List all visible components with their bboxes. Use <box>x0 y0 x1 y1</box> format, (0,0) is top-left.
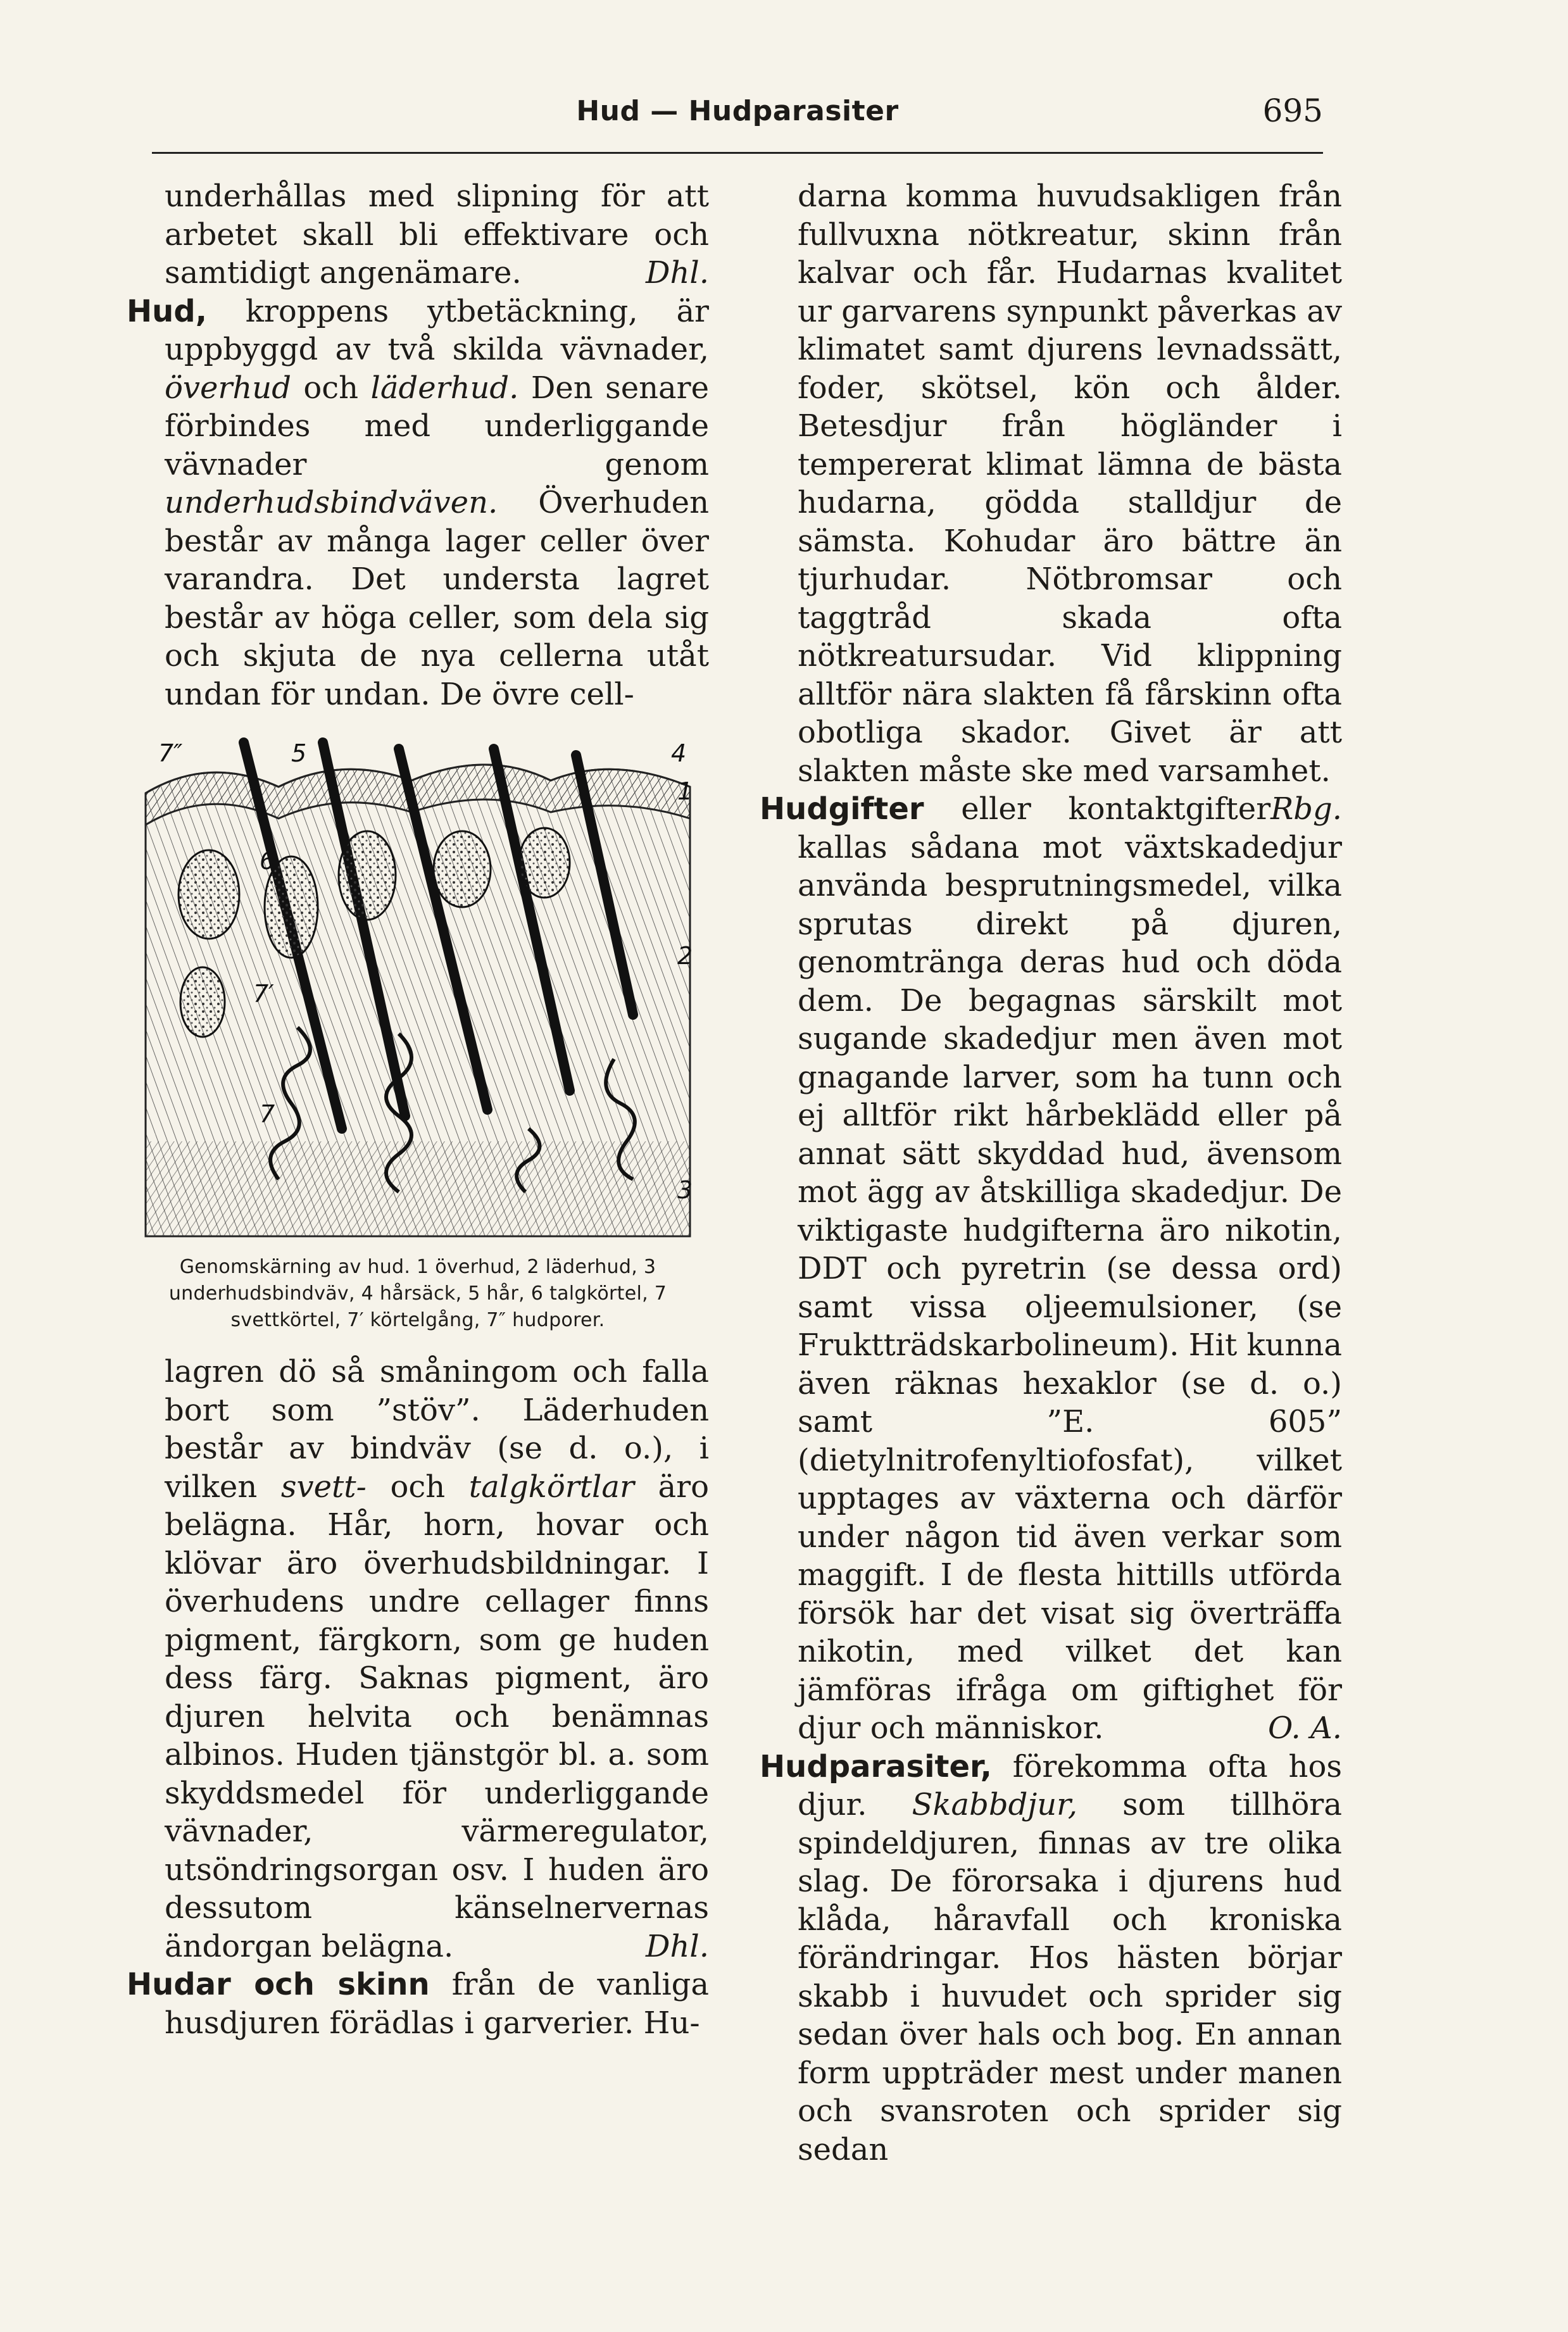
label-6: 6 <box>260 847 275 875</box>
entry-text: från de vanliga husdjuren förädlas i garverier. Hu- <box>165 1967 710 2041</box>
entry-text: Överhuden består av många lager celler över varandra. Det understa lagret består av höga celler, som dela sig och skjuta de nya cellerna utåt undan för undan. De övre cell- <box>165 485 709 712</box>
paragraph-continuation <box>127 177 709 292</box>
label-7: 7 <box>260 1100 275 1128</box>
paragraph-continuation <box>127 1353 709 1965</box>
paragraph-text: äro belägna. Hår, horn, hovar och klövar äro överhudsbildningar. I överhudens undre cellager finns pigment, färgkorn, som ge huden dess färg. Saknas pigment, äro djuren helvita och benämnas albinos. Huden tjänstgör bl. a. som skyddsmedel för underliggande vävnader, värmeregulator, utsöndringsorgan osv. I huden äro dessutom känselnervernas ändorgan belägna. <box>165 1469 709 1964</box>
skin-illustration <box>133 736 703 1249</box>
entry-headword: Hudparasiter, <box>760 1748 992 1784</box>
page-header <box>152 89 1323 133</box>
page-number: 695 <box>1262 92 1323 129</box>
label-7p: 7′ <box>253 980 274 1008</box>
label-5: 5 <box>291 739 307 767</box>
skin-cross-section-figure <box>127 736 709 1353</box>
paragraph-text: lagren dö så småningom och falla bort som ”stöv”. Läderhuden består av bindväv (se d. o.), i vilken <box>165 1354 709 1505</box>
label-2: 2 <box>677 942 693 970</box>
label-3: 3 <box>677 1176 693 1204</box>
author-signature: O. A. <box>1268 1710 1342 1746</box>
left-column <box>127 177 709 2042</box>
author-signature: Dhl. <box>645 255 709 291</box>
label-1: 1 <box>677 777 693 805</box>
author-signature: Dhl. <box>645 1928 709 1964</box>
term-italic: underhudsbindväven. <box>165 485 498 520</box>
paragraph-text: och <box>366 1469 469 1505</box>
entry-headword: Hudgifter <box>760 791 924 827</box>
label-4: 4 <box>671 739 687 767</box>
term-italic: överhud <box>165 370 291 406</box>
entry-text: förekomma ofta hos djur. <box>798 1748 1342 1822</box>
entry-hudar-och-skinn <box>127 1965 709 2042</box>
entry-text: och <box>291 370 371 406</box>
entry-text: som tillhöra spindeldjuren, finnas av tre olika slag. De förorsaka i djurens hud klåda, håravfall och kroniska förändringar. Hos hästen börjar skabb i huvudet och sprider sig sedan över hals och bog. En annan form uppträder mest under manen och svansroten och sprider sig sedan <box>798 1787 1342 2167</box>
right-column <box>760 177 1342 2169</box>
header-rule <box>152 152 1323 154</box>
entry-text: eller kontaktgifter kallas sådana mot växtskadedjur använda besprutningsmedel, vilka sprutas direkt på djuren, genomtränga deras hud och döda dem. De begagnas särskilt mot sugande skadedjur men även mot gnagande larver, som ha tunn och ej alltför rikt hårbeklädd eller på annat sätt skyddad hud, ävensom mot ägg av åtskilliga skadedjur. De viktigaste hudgifterna äro nikotin, DDT och pyretrin (se dessa ord) samt vissa oljeemulsioner, (se Fruktträdskarbolineum). Hit kunna även räknas hexaklor (se d. o.) samt ”E. 605” (dietylnitrofenyltiofosfat), vilket upptages av växterna och därför under någon tid även verkar som maggift. I de flesta hittills utförda försök har det visat sig överträffa nikotin, med vilket det kan jämföras ifråga om giftighet för djur och människor. <box>798 791 1342 1746</box>
term-italic: svett- <box>280 1469 367 1505</box>
entry-headword: Hud, <box>127 293 207 329</box>
entry-hud <box>127 292 709 714</box>
author-signature: Rbg. <box>1270 791 1342 827</box>
entry-text: kroppens ytbetäckning, är uppbyggd av två skilda vävnader, <box>165 293 709 367</box>
label-7pp: 7″ <box>158 739 183 767</box>
term-italic: talgkörtlar <box>468 1469 634 1505</box>
paragraph-text: darna komma huvudsakligen från fullvuxna nötkreatur, skinn från kalvar och får. Hudarnas kvalitet ur garvarens synpunkt påverkas av klimatet samt djurens levnadssätt, foder, skötsel, kön och ålder. Betesdjur från högländer i tempererat klimat lämna de bästa hudarna, gödda stalldjur de sämsta. Kohudar äro bättre än tjurhudar. Nötbromsar och taggtråd skada ofta nötkreatursudar. Vid klippning alltför nära slakten få fårskinn ofta obotliga skador. Givet är att slakten måste ske med varsamhet. <box>798 179 1342 789</box>
entry-text: Den senare förbindes med underliggande vävnader genom <box>165 370 709 482</box>
running-head: Hud — Hudparasiter <box>576 95 899 127</box>
term-italic: läderhud. <box>370 370 519 406</box>
entry-hudparasiter <box>760 1748 1342 2169</box>
paragraph-text: underhållas med slipning för att arbetet skall bli effektivare och samtidigt angenämare. <box>165 179 709 291</box>
entry-headword: Hudar och skinn <box>127 1967 430 2002</box>
term-italic: Skabbdjur, <box>912 1787 1078 1822</box>
figure-caption: Genomskärning av hud. 1 överhud, 2 läderhud, 3 underhudsbindväv, 4 hårsäck, 5 hår, 6 talgkörtel, 7 svettkörtel, 7′ körtelgång, 7″ hudporer. <box>168 1256 667 1331</box>
entry-hudgifter <box>760 790 1342 1748</box>
